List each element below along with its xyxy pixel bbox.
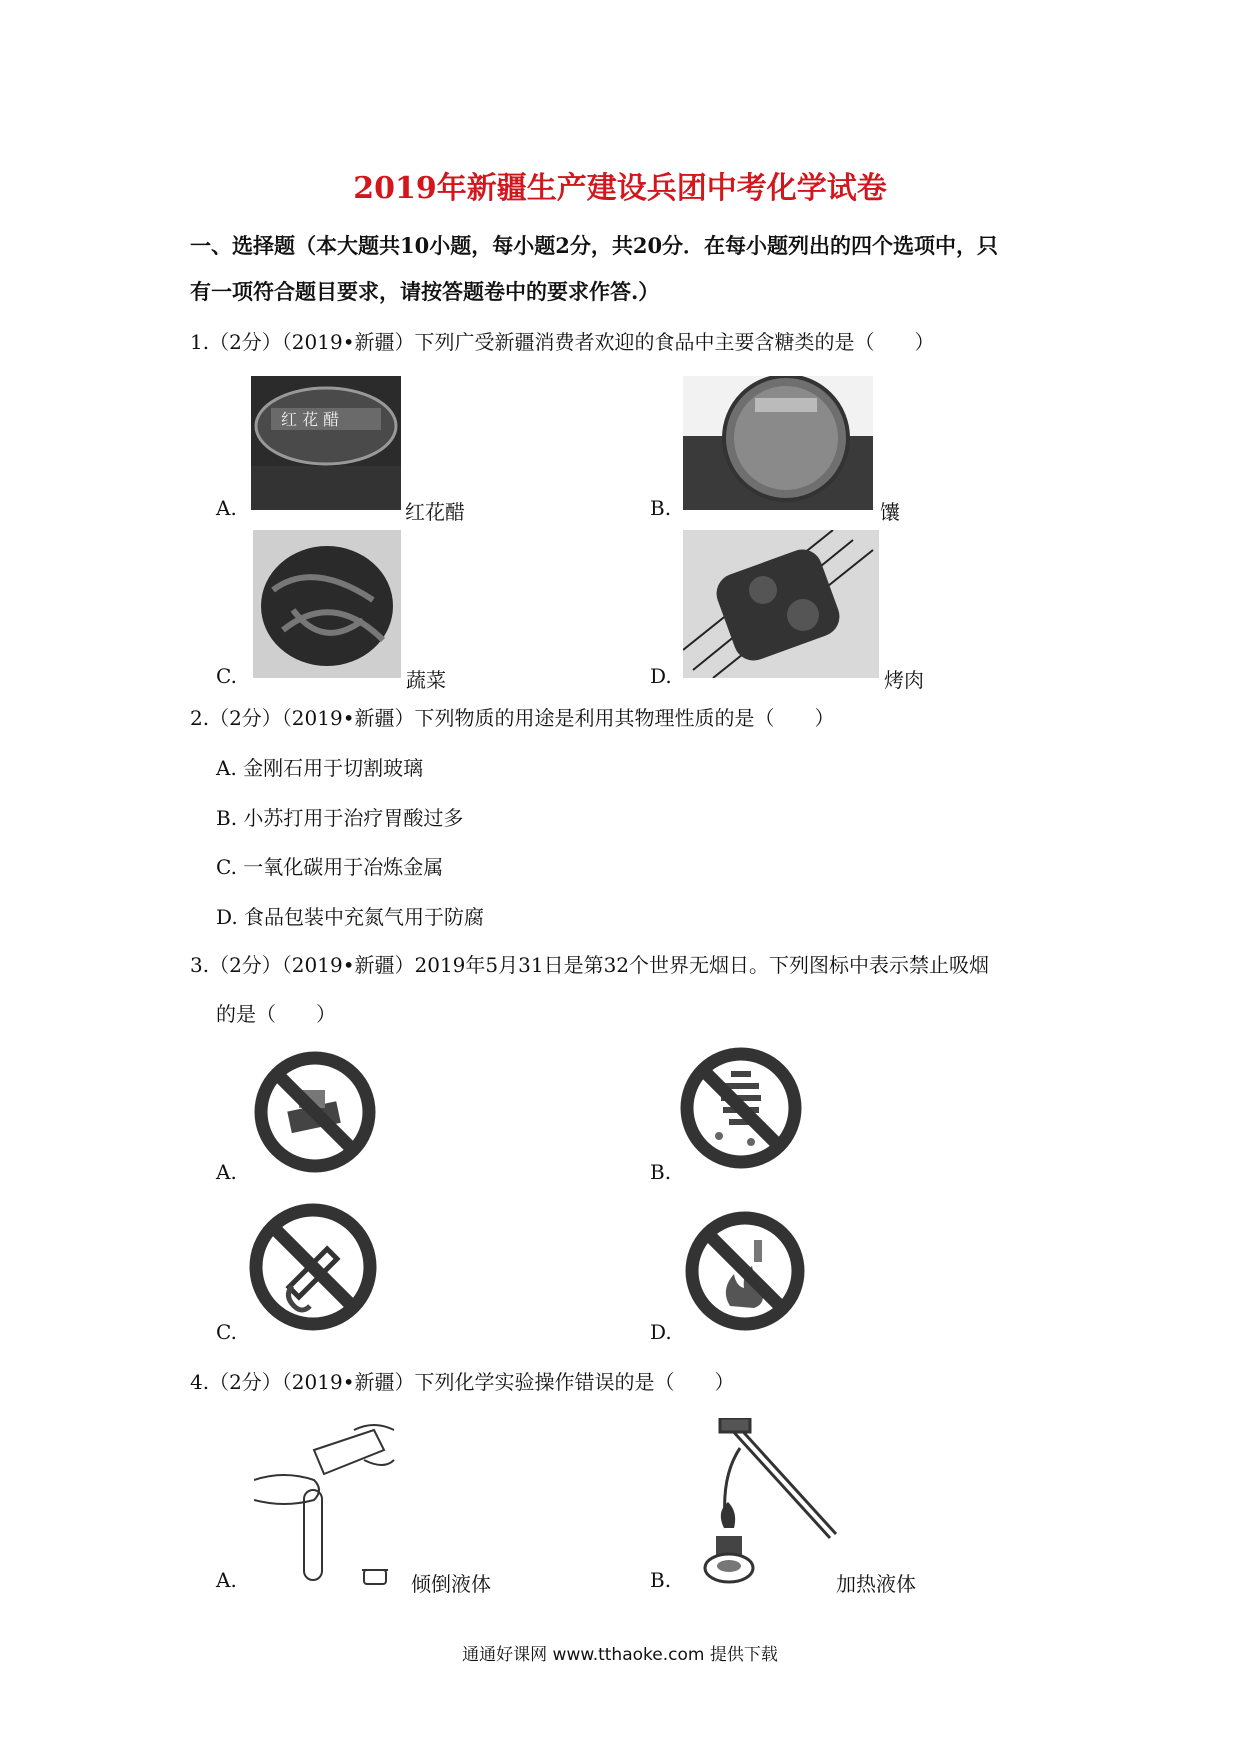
q4-option-b-caption: 加热液体: [836, 1572, 916, 1596]
q1-option-d-image: [683, 530, 879, 678]
no-fireworks-icon: [679, 1046, 803, 1170]
page-title: 2019年新疆生产建设兵团中考化学试卷: [353, 171, 887, 206]
q2-option-a: A. 金刚石用于切割玻璃: [216, 756, 424, 780]
q1-option-c-letter: C.: [216, 664, 237, 688]
pouring-liquid-diagram: [254, 1420, 414, 1590]
q1-option-d-letter: D.: [650, 664, 672, 688]
q1-option-b-image: [683, 376, 873, 510]
q2-option-d: D. 食品包装中充氮气用于防腐: [216, 905, 485, 929]
no-open-flame-icon: [684, 1210, 806, 1332]
q3-option-d-letter: D.: [650, 1320, 672, 1344]
q4-option-a-caption: 倾倒液体: [411, 1572, 491, 1596]
q1-option-c-image: [253, 530, 401, 678]
q2-option-b: B. 小苏打用于治疗胃酸过多: [216, 806, 464, 830]
q4-option-b-letter: B.: [650, 1568, 672, 1592]
no-smoking-icon: [248, 1202, 378, 1332]
no-matches-icon: [253, 1050, 377, 1174]
q2-option-c: C. 一氧化碳用于冶炼金属: [216, 855, 444, 879]
q3-option-c-letter: C.: [216, 1320, 237, 1344]
q1-option-b-letter: B.: [650, 496, 672, 520]
q1-option-d-caption: 烤肉: [884, 668, 924, 692]
q3-option-b-letter: B.: [650, 1160, 672, 1184]
q1-option-c-caption: 蔬菜: [406, 668, 446, 692]
q3-option-a-letter: A.: [216, 1160, 237, 1184]
svg-text:红 花 醋: 红 花 醋: [281, 410, 340, 429]
q4-option-a-letter: A.: [216, 1568, 237, 1592]
question-2-stem: 2.（2分）（2019•新疆）下列物质的用途是利用其物理性质的是（ ）: [190, 706, 835, 730]
question-4-stem: 4.（2分）（2019•新疆）下列化学实验操作错误的是（ ）: [190, 1370, 735, 1394]
heating-liquid-diagram: [690, 1418, 840, 1590]
q1-option-a-letter: A.: [216, 496, 237, 520]
section-heading-line2: 有一项符合题目要求，请按答题卷中的要求作答.）: [190, 279, 660, 304]
section-heading-line1: 一、选择题（本大题共10小题，每小题2分，共20分．在每小题列出的四个选项中，只: [190, 233, 999, 258]
question-3-stem-line2: 的是（ ）: [216, 1002, 336, 1026]
q1-option-b-caption: 馕: [880, 500, 900, 524]
question-1-stem: 1.（2分）（2019•新疆）下列广受新疆消费者欢迎的食品中主要含糖类的是（ ）: [190, 330, 935, 354]
footer-source: 通通好课网 www.tthaoke.com 提供下载: [462, 1645, 778, 1665]
q1-option-a-image: [251, 376, 401, 510]
q1-option-a-caption: 红花醋: [405, 500, 465, 524]
question-3-stem-line1: 3.（2分）（2019•新疆）2019年5月31日是第32个世界无烟日。下列图标中表示禁止吸烟: [190, 953, 990, 977]
